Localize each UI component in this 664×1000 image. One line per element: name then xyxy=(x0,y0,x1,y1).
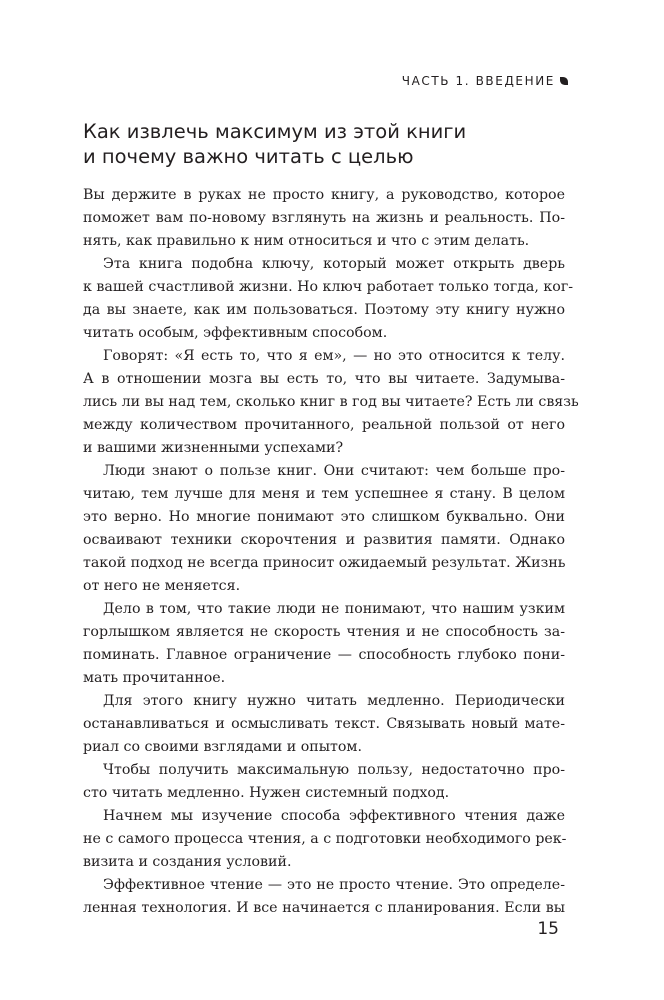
body-text xyxy=(83,184,579,920)
text-line: визита и создания условий. xyxy=(83,854,292,870)
text-line: останавливаться и осмысливать текст. Связывать новый мате- xyxy=(83,716,565,732)
text-line: горлышком является не скорость чтения и не способность за- xyxy=(83,624,565,640)
running-head xyxy=(402,74,568,88)
text-line: Дело в том, что такие люди не понимают, что нашим узким xyxy=(103,601,565,617)
text-line: читаю, тем лучше для меня и тем успешнее я стану. В целом xyxy=(83,486,565,502)
section-title-line-1: Как извлечь максимум из этой книги xyxy=(83,120,467,143)
text-line: и вашими жизненными успехами? xyxy=(83,440,344,456)
text-line: Для этого книгу нужно читать медленно. Периодически xyxy=(103,693,565,709)
running-head-text: ЧАСТЬ 1. ВВЕДЕНИЕ xyxy=(401,74,555,88)
text-line: между количеством прочитанного, реальной пользой от него xyxy=(83,417,565,433)
text-line: да вы знаете, как им пользоваться. Поэтому эту книгу нужно xyxy=(83,302,565,318)
text-line: поминать. Главное ограничение — способность глубоко пони- xyxy=(83,647,565,663)
text-line: Люди знают о пользе книг. Они считают: чем больше про- xyxy=(103,463,565,479)
text-line: поможет вам по-новому взглянуть на жизнь и реальность. По- xyxy=(83,210,565,226)
text-line: ленная технология. И все начинается с планирования. Если вы xyxy=(83,900,565,916)
text-line: лись ли вы над тем, сколько книг в год вы читаете? Есть ли связь xyxy=(83,394,579,410)
text-line: Чтобы получить максимальную пользу, недостаточно про- xyxy=(103,762,565,778)
text-line: это верно. Но многие понимают это слишком буквально. Они xyxy=(83,509,565,525)
section-title-line-2: и почему важно читать с целью xyxy=(83,145,414,168)
section-title xyxy=(83,119,583,169)
text-line: мать прочитанное. xyxy=(83,670,226,686)
text-line: Говорят: «Я есть то, что я ем», — но это относится к телу. xyxy=(103,348,565,364)
page-number: 15 xyxy=(537,919,559,939)
text-line: Эффективное чтение — это не просто чтение. Это определе- xyxy=(103,877,565,893)
text-line: не с самого процесса чтения, а с подготовки необходимого рек- xyxy=(83,831,567,847)
leaf-ornament-icon xyxy=(560,77,568,85)
text-line: нять, как правильно к ним относиться и что с этим делать. xyxy=(83,233,530,249)
text-line: осваивают техники скорочтения и развития памяти. Однако xyxy=(83,532,565,548)
text-line: читать особым, эффективным способом. xyxy=(83,325,388,341)
text-line: такой подход не всегда приносит ожидаемый результат. Жизнь xyxy=(83,555,566,571)
text-line: от него не меняется. xyxy=(83,578,241,594)
text-line: Начнем мы изучение способа эффективного чтения даже xyxy=(103,808,565,824)
text-line: сто читать медленно. Нужен системный подход. xyxy=(83,785,450,801)
text-line: А в отношении мозга вы есть то, что вы читаете. Задумыва- xyxy=(83,371,565,387)
text-line: риал со своими взглядами и опытом. xyxy=(83,739,362,755)
text-line: Вы держите в руках не просто книгу, а руководство, которое xyxy=(83,187,565,203)
text-line: Эта книга подобна ключу, который может открыть дверь xyxy=(103,256,565,272)
text-line: к вашей счастливой жизни. Но ключ работает только тогда, ког- xyxy=(83,279,574,295)
